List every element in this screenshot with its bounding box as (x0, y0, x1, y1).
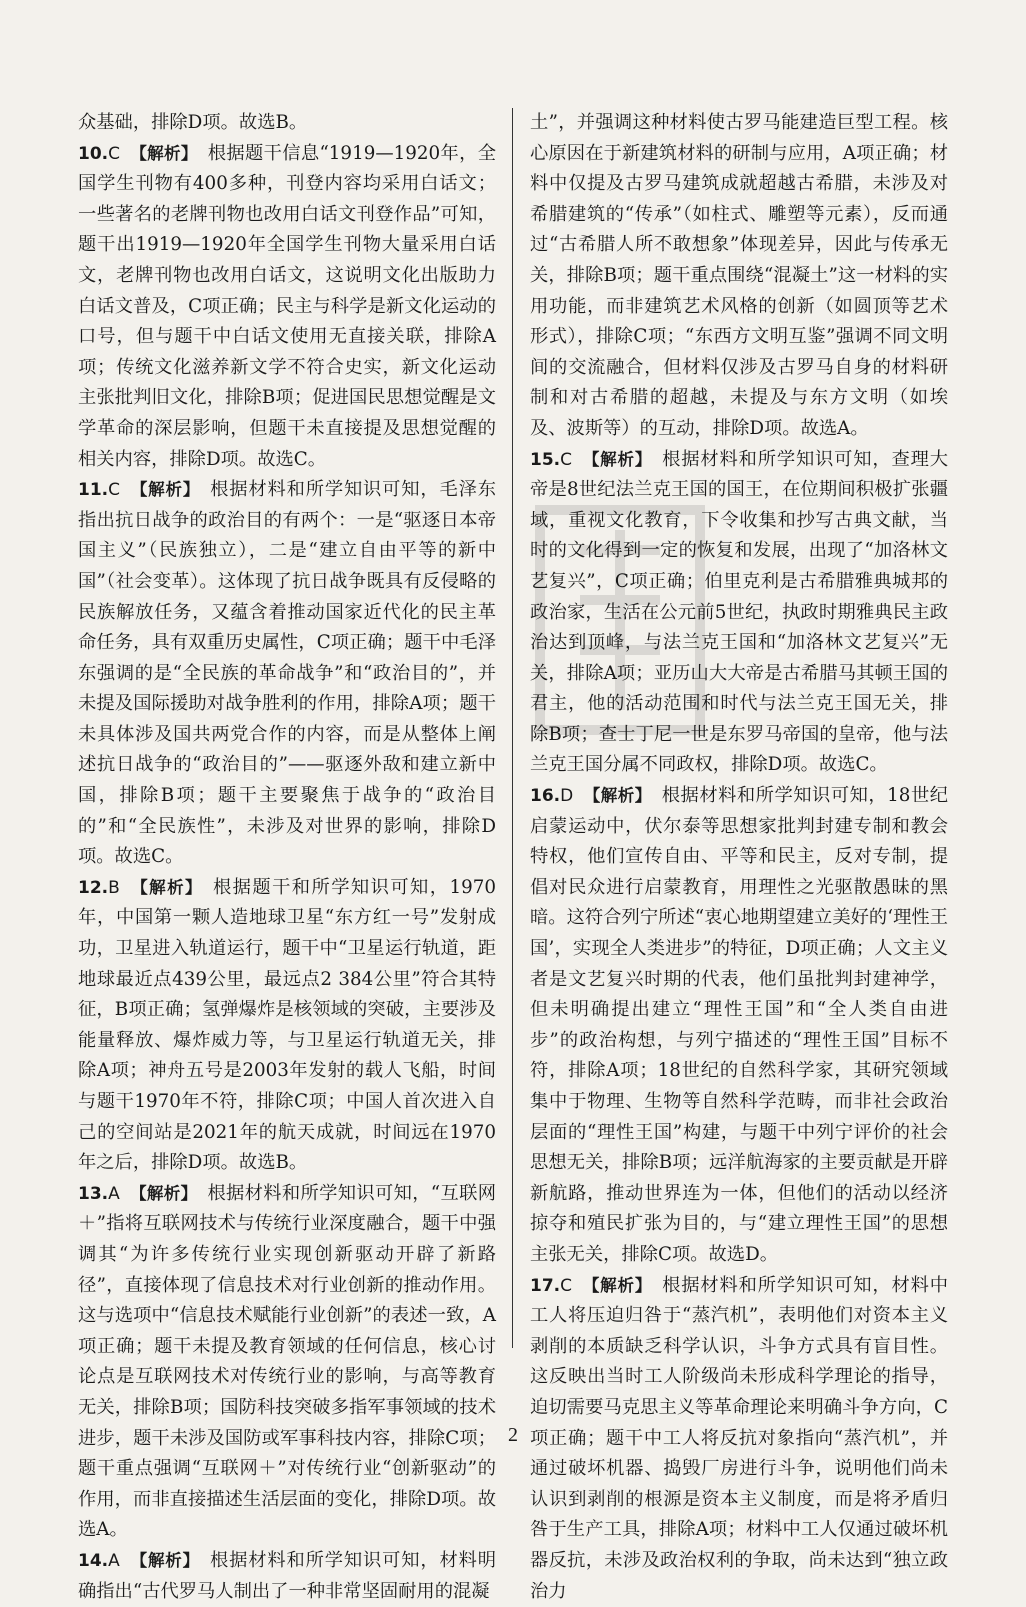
item-text: 根据材料和所学知识可知，毛泽东指出抗日战争的政治目的有两个：一是“驱逐日本帝国主义”（民族独立），二是“建立自由平等的新中国”（社会变革）。这体现了抗日战争既具有反侵略的民族解放任务，又蕴含着推动国家近代化的民主革命任务，具有双重历史属性，C项正确；题干中毛泽东强调的是“全民族的革命战争”和“政治目的”，并未提及国际援助对战争胜利的作用，排除A项；题干未具体涉及国共两党合作的内容，而是从整体上阐述抗日战争的“政治目的”——驱逐外敌和建立新中国，排除B项；题干主要聚焦于战争的“政治目的”和“全民族性”，未涉及对世界的影响，排除D项。故选C。 (78, 479, 497, 868)
item-number: 16. (530, 786, 561, 807)
item-answer: B (108, 877, 120, 898)
analysis-tag: 【解析】 (130, 143, 198, 163)
answer-item-16 (530, 781, 948, 1271)
item-number: 10. (78, 143, 109, 164)
answer-item-15 (530, 445, 948, 782)
answer-item-11 (78, 475, 496, 873)
answer-item-10 (78, 139, 496, 476)
column-divider (512, 108, 513, 1348)
answer-item-14 (78, 1546, 496, 1607)
item-answer: A (108, 1550, 120, 1571)
item-number: 14. (78, 1550, 109, 1571)
item-text: 根据材料和所学知识可知，18世纪启蒙运动中，伏尔泰等思想家批判封建专制和教会特权，他们宣传自由、平等和民主，反对专制，提倡对民众进行启蒙教育，用理性之光驱散愚昧的黑暗。这符合列宁所述“衷心地期望建立美好的‘理性王国’，实现全人类进步”的特征，D项正确；人文主义者是文艺复兴时期的代表，他们虽批判封建神学，但未明确提出建立“理性王国”和“全人类自由进步”的政治构想，与列宁描述的“理性王国”目标不符，排除A项；18世纪的自然科学家，其研究领域集中于物理、生物等自然科学范畴，而非社会政治层面的“理性王国”构建，与题干中列宁评价的社会思想无关，排除B项；远洋航海家的主要贡献是开辟新航路，推动世界连为一体，但他们的活动以经济掠夺和殖民扩张为目的，与“建立理性王国”的思想主张无关，排除C项。故选D。 (530, 785, 949, 1265)
right-intro: 土”，并强调这种材料使古罗马能建造巨型工程。核心原因在于新建筑材料的研制与应用，A项正确；材料中仅提及古罗马建筑成就超越古希腊，未涉及对希腊建筑的“传承”（如柱式、雕塑等元素），反而通过“古希腊人所不敢想象”体现差异，因此与传承无关，排除B项；题干重点围绕“混凝土”这一材料的实用功能，而非建筑艺术风格的创新（如圆顶等艺术形式），排除C项；“东西方文明互鉴”强调不同文明间的交流融合，但材料仅涉及古罗马自身的材料研制和对古希腊的超越，未提及与东方文明（如埃及、波斯等）的互动，排除D项。故选A。 (530, 112, 948, 439)
analysis-tag: 【解析】 (129, 1550, 200, 1570)
left-column (78, 108, 496, 1607)
right-column (530, 108, 948, 1607)
item-number: 15. (530, 449, 561, 470)
item-text: 根据材料和所学知识可知，“互联网＋”指将互联网技术与传统行业深度融合，题干中强调其“为许多传统行业实现创新驱动开辟了新路径”，直接体现了信息技术对行业创新的推动作用。这与选项中“信息技术赋能行业创新”的表述一致，A项正确；题干未提及教育领域的任何信息，核心讨论点是互联网技术对传统行业的影响，与高等教育无关，排除B项；国防科技突破多指军事领域的技术进步，题干未涉及国防或军事科技内容，排除C项；题干重点强调“互联网＋”对传统行业“创新驱动”的作用，而非直接描述生活层面的变化，排除D项。故选A。 (78, 1182, 496, 1541)
item-text: 根据材料和所学知识可知，材料中工人将压迫归咎于“蒸汽机”，表明他们对资本主义剥削的本质缺乏科学认识，斗争方式具有盲目性。这反映出当时工人阶级尚未形成科学理论的指导，迫切需要马克思主义等革命理论来明确斗争方向，C项正确；题干中工人将反抗对象指向“蒸汽机”，并通过破坏机器、捣毁厂房进行斗争，说明他们尚未认识到剥削的根源是资本主义制度，而是将矛盾归咎于生产工具，排除A项；材料中工人仅通过破坏机器反抗，未涉及政治权利的争取，尚未达到“独立政治力 (530, 1274, 949, 1602)
item-answer: C (108, 480, 120, 501)
answer-item-13 (78, 1179, 496, 1546)
item-number: 13. (78, 1183, 109, 1204)
analysis-tag: 【解析】 (130, 480, 201, 500)
item-text: 根据材料和所学知识可知，查理大帝是8世纪法兰克王国的国王，在位期间积极扩张疆域，重视文化教育，下令收集和抄写古典文献，当时的文化得到一定的恢复和发展，出现了“加洛林文艺复兴”，C项正确；伯里克利是古希腊雅典城邦的政治家，生活在公元前5世纪，执政时期雅典民主政治达到顶峰，与法兰克王国和“加洛林文艺复兴”无关，排除A项；亚历山大大帝是古希腊马其顿王国的君主，他的活动范围和时代与法兰克王国无关，排除B项；查士丁尼一世是东罗马帝国的皇帝，他与法兰克王国分属不同政权，排除D项。故选C。 (530, 448, 949, 776)
answer-item-12 (78, 873, 496, 1179)
item-text: 根据材料和所学知识可知，材料明确指出“古代罗马人制出了一种非常坚固耐用的混凝 (78, 1549, 497, 1602)
item-text: 根据题干和所学知识可知，1970年，中国第一颗人造地球卫星“东方红一号”发射成功，卫星进入轨道运行，题干中“卫星运行轨道，距地球最近点439公里，最远点2 384公里”符合其特征，B项正确；氢弹爆炸是核领域的突破，主要涉及能量释放、爆炸威力等，与卫星运行轨道无关，排除A项；神舟五号是2003年发射的载人飞船，时间与题干1970年不符，排除C项；中国人首次进入自己的空间站是2021年的航天成就，时间远在1970年之后，排除D项。故选B。 (78, 876, 497, 1174)
analysis-tag: 【解析】 (583, 786, 652, 806)
item-text: 根据题干信息“1919—1920年，全国学生刊物有400多种，刊登内容均采用白话文；一些著名的老牌刊物也改用白话文刊登作品”可知，题干出1919—1920年全国学生刊物大量采用白话文，老牌刊物也改用白话文，这说明文化出版助力白话文普及，C项正确；民主与科学是新文化运动的口号，但与题干中白话文使用无直接关联，排除A项；传统文化滋养新文学不符合史实，新文化运动主张批判旧文化，排除B项；促进国民思想觉醒是文学革命的深层影响，但题干未直接提及思想觉醒的相关内容，排除D项。故选C。 (78, 142, 496, 470)
item-answer: D (560, 786, 574, 807)
item-number: 11. (78, 480, 109, 501)
page-number: 2 (508, 1424, 518, 1446)
item-number: 12. (78, 877, 109, 898)
analysis-tag: 【解析】 (129, 1183, 198, 1203)
item-number: 17. (530, 1275, 561, 1296)
item-answer: A (108, 1183, 120, 1204)
left-intro: 众基础，排除D项。故选B。 (78, 112, 308, 133)
analysis-tag: 【解析】 (582, 1275, 653, 1295)
analysis-tag: 【解析】 (582, 449, 653, 469)
item-answer: C (560, 449, 572, 470)
analysis-tag: 【解析】 (129, 877, 203, 897)
item-answer: C (108, 143, 120, 164)
item-answer: C (560, 1275, 572, 1296)
